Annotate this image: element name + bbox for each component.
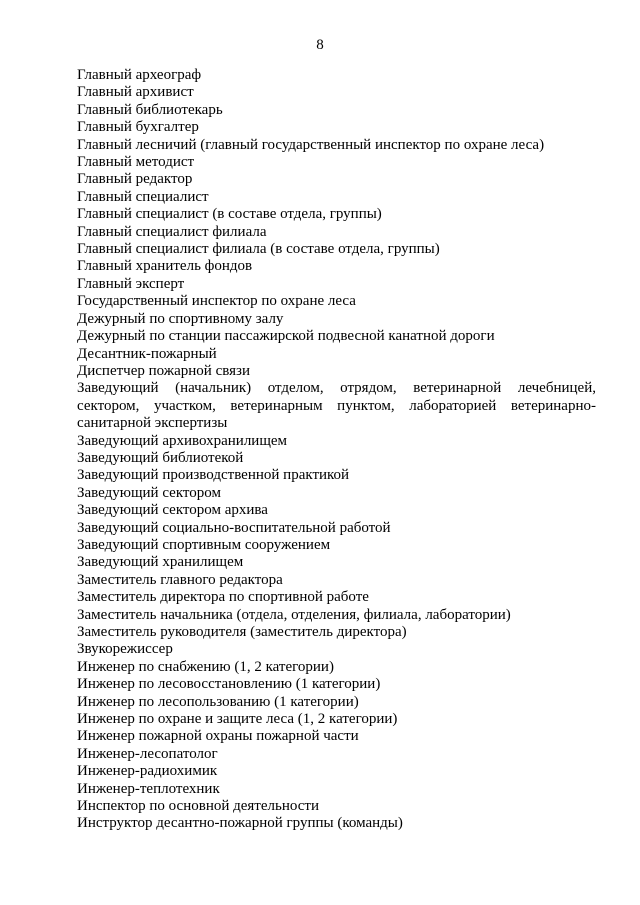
list-item: Дежурный по станции пассажирской подвесной канатной дороги [77, 328, 495, 345]
list-item: Заведующий (начальник) отделом, отрядом, ветеринарной лечебницей, сектором, участком, ветеринарным пунктом, лабораторией ветеринарно-санитарной экспертизы [77, 380, 596, 432]
list-item: Инженер пожарной охраны пожарной части [77, 728, 359, 745]
list-item: Десантник-пожарный [77, 345, 217, 362]
list-item: Инженер по охране и защите леса (1, 2 категории) [77, 711, 398, 728]
list-item: Инженер-радиохимик [77, 763, 218, 780]
list-item: Главный хранитель фондов [77, 258, 253, 275]
list-item: Диспетчер пожарной связи [77, 362, 250, 379]
list-item: Главный лесничий (главный государственный инспектор по охране леса) [77, 136, 545, 153]
list-item: Главный бухгалтер [77, 119, 199, 136]
list-item: Заведующий сектором архива [77, 502, 268, 519]
list-item: Главный специалист (в составе отдела, группы) [77, 206, 382, 223]
list-item: Инженер-теплотехник [77, 780, 220, 797]
list-item: Заведующий производственной практикой [77, 467, 350, 484]
list-item: Звукорежиссер [77, 641, 173, 658]
list-item: Инженер-лесопатолог [77, 745, 218, 762]
list-item: Заведующий социально-воспитательной работой [77, 519, 391, 536]
list-item: Инженер по лесовосстановлению (1 категории) [77, 676, 381, 693]
list-item: Главный специалист [77, 188, 209, 205]
list-item: Заместитель директора по спортивной работе [77, 589, 369, 606]
list-item: Инспектор по основной деятельности [77, 798, 319, 815]
list-item: Главный архивист [77, 84, 194, 101]
list-item: Главный специалист филиала [77, 223, 267, 240]
list-item: Заведующий архивохранилищем [77, 432, 288, 449]
list-item: Заведующий библиотекой [77, 449, 244, 466]
list-item: Заместитель руководителя (заместитель директора) [77, 624, 407, 640]
position-list [77, 67, 596, 833]
list-item: Главный библиотекарь [77, 101, 223, 118]
list-item: Главный археограф [77, 67, 202, 83]
list-item: Государственный инспектор по охране леса [77, 293, 356, 310]
list-item: Дежурный по спортивному залу [77, 310, 284, 327]
list-item: Главный редактор [77, 171, 193, 188]
list-item: Заместитель начальника (отдела, отделения, филиала, лаборатории) [77, 606, 511, 623]
list-item: Заведующий сектором [77, 484, 221, 501]
page-number: 8 [316, 37, 324, 53]
list-item: Инженер по снабжению (1, 2 категории) [77, 658, 334, 675]
list-item: Заведующий хранилищем [77, 554, 244, 571]
list-item: Инженер по лесопользованию (1 категории) [77, 693, 359, 710]
list-item: Главный методист [77, 154, 195, 171]
list-item: Заместитель главного редактора [77, 571, 283, 588]
list-item: Главный специалист филиала (в составе отдела, группы) [77, 241, 440, 258]
list-item: Главный эксперт [77, 275, 185, 292]
list-item: Заведующий спортивным сооружением [77, 536, 331, 553]
list-item: Инструктор десантно-пожарной группы (команды) [77, 815, 403, 832]
